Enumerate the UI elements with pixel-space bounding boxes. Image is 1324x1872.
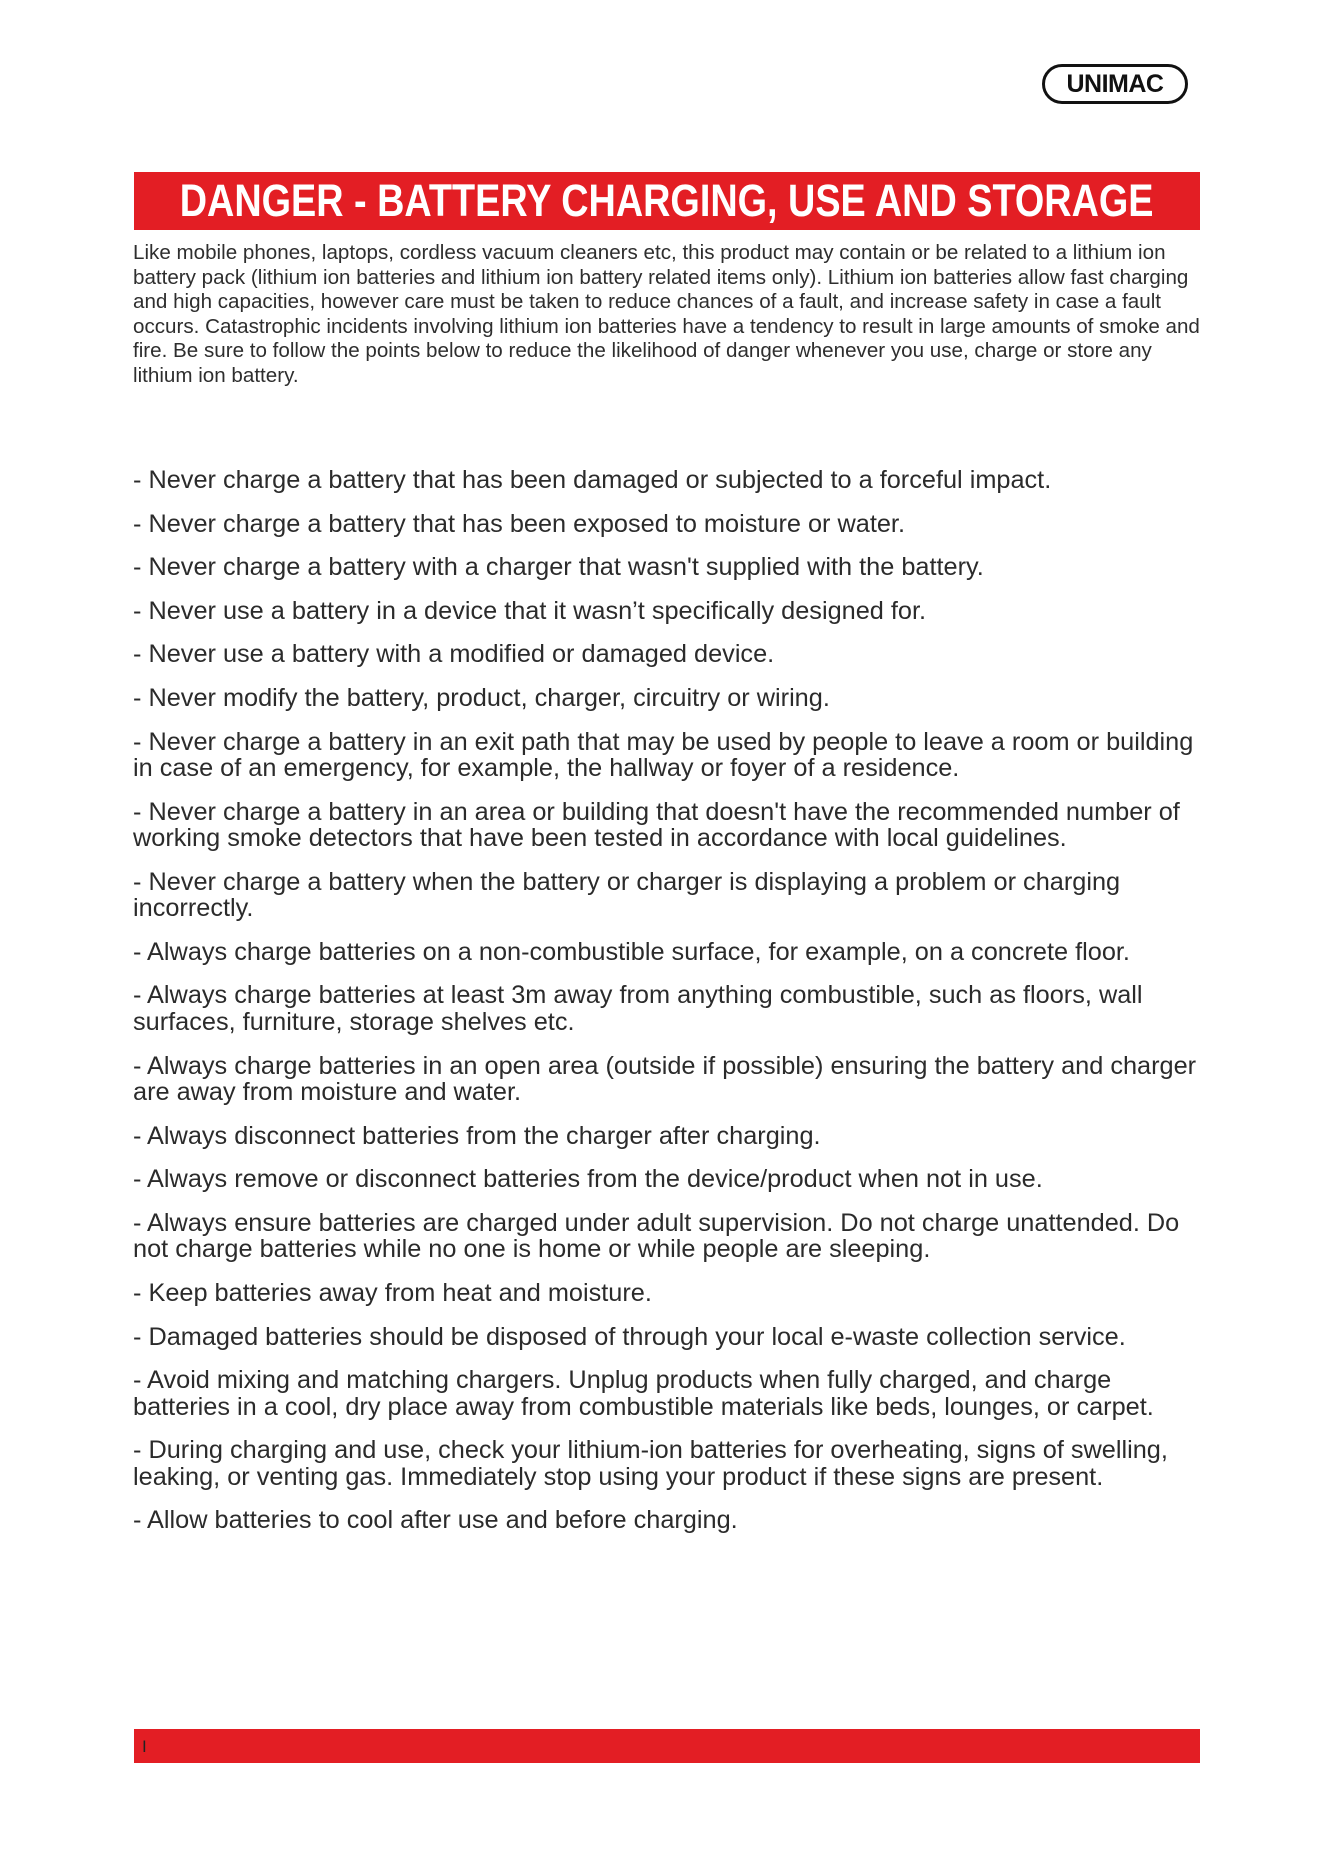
intro-paragraph: Like mobile phones, laptops, cordless vacuum cleaners etc, this product may contain or be related to a lithium ion battery pack (lithium ion batteries and lithium ion battery related items only). Lithium ion batteries allow fast charging and high capacities, however care must be taken to reduce chances of a fault, and increase safety in case a fault occurs. Catastrophic incidents involving lithium ion batteries have a tendency to result in large amounts of smoke and fire. Be sure to follow the points below to reduce the likelihood of danger whenever you use, charge or store any lithium ion battery. (133, 241, 1200, 387)
safety-bullet: - Keep batteries away from heat and moisture. (133, 1278, 652, 1307)
safety-bullet: - Never charge a battery that has been exposed to moisture or water. (133, 509, 905, 538)
safety-bullet: - Always charge batteries on a non-combustible surface, for example, on a concrete floor. (133, 937, 1130, 966)
unimac-logo: UNIMAC (1042, 64, 1188, 104)
safety-bullet: - Never modify the battery, product, charger, circuitry or wiring. (133, 683, 830, 712)
safety-bullet: - Never charge a battery in an exit path that may be used by people to leave a room or building in case of an emergency, for example, the hallway or foyer of a residence. (133, 727, 1194, 783)
safety-bullet: - Never charge a battery when the battery or charger is displaying a problem or charging incorrectly. (133, 867, 1121, 923)
safety-bullet: - Always disconnect batteries from the charger after charging. (133, 1121, 821, 1150)
safety-bullet: - Never charge a battery that has been damaged or subjected to a forceful impact. (133, 466, 1052, 494)
safety-bullet-list (133, 467, 1205, 1551)
safety-bullet: - Avoid mixing and matching chargers. Unplug products when fully charged, and charge batteries in a cool, dry place away from combustible materials like beds, lounges, or carpet. (133, 1366, 1154, 1421)
safety-bullet: - Always charge batteries at least 3m away from anything combustible, such as floors, wall surfaces, furniture, storage shelves etc. (133, 981, 1143, 1036)
safety-bullet: - Damaged batteries should be disposed of through your local e-waste collection service. (133, 1322, 1126, 1351)
safety-bullet: - Always charge batteries in an open area (outside if possible) ensuring the battery and charger are away from moisture and water. (133, 1051, 1197, 1107)
safety-bullet: - Allow batteries to cool after use and before charging. (133, 1506, 738, 1535)
danger-banner (134, 172, 1200, 230)
safety-bullet: - Never charge a battery in an area or building that doesn't have the recommended number of working smoke detectors that have been tested in accordance with local guidelines. (133, 797, 1180, 853)
safety-bullet: - During charging and use, check your lithium-ion batteries for overheating, signs of swelling, leaking, or venting gas. Immediately stop using your product if these signs are present. (133, 1436, 1168, 1491)
page-number: I (142, 1737, 147, 1756)
safety-bullet: - Always remove or disconnect batteries from the device/product when not in use. (133, 1165, 1043, 1194)
safety-bullet: - Always ensure batteries are charged under adult supervision. Do not charge unattended. Do not charge batteries while no one is home or while people are sleeping. (133, 1208, 1180, 1264)
banner-title: DANGER - BATTERY CHARGING, USE AND STORAGE (180, 175, 1154, 226)
safety-bullet: - Never charge a battery with a charger that wasn't supplied with the battery. (133, 553, 984, 582)
safety-bullet: - Never use a battery with a modified or damaged device. (133, 640, 775, 669)
footer-bar (134, 1729, 1200, 1763)
safety-bullet: - Never use a battery in a device that it wasn’t specifically designed for. (133, 596, 927, 625)
